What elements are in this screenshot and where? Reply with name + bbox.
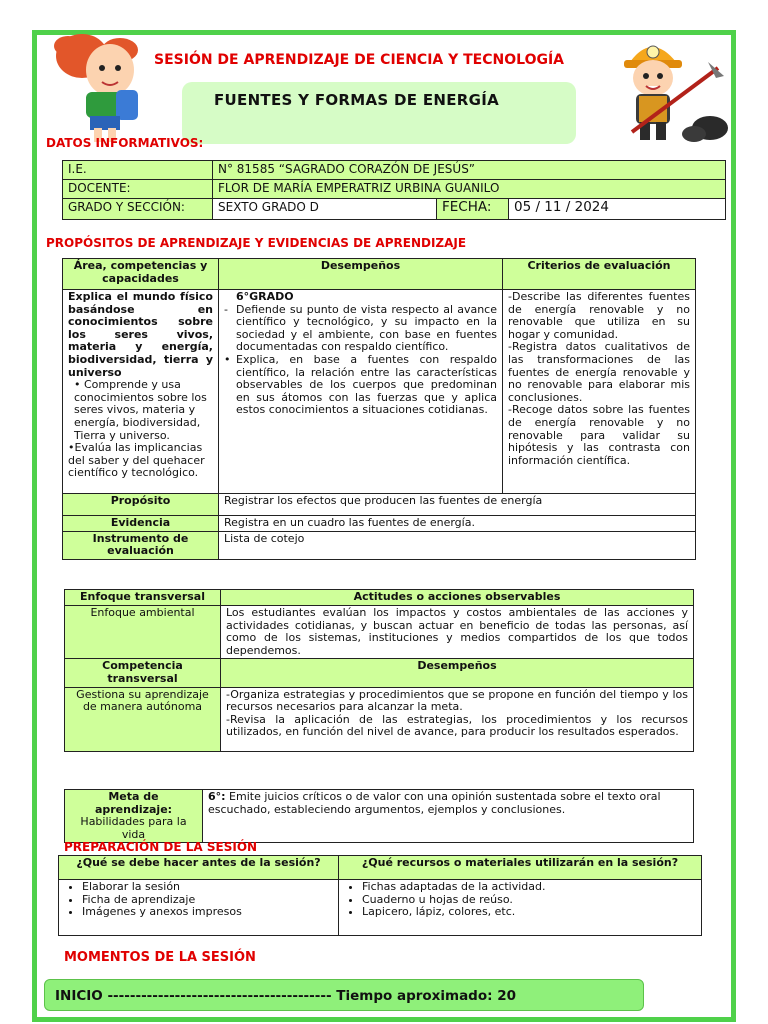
grado-label: 6°GRADO <box>236 290 294 303</box>
meta-label-cell <box>65 790 203 843</box>
antes-item: • Ficha de aprendizaje <box>82 894 333 907</box>
antes-item: • Imágenes y anexos impresos <box>82 906 333 919</box>
col-antes: ¿Qué se debe hacer antes de la sesión? <box>59 856 339 880</box>
capacidad-1: • Comprende y usa conocimientos sobre los seres vivos, materia y energía, biodiversidad, Tierra y universo. <box>74 378 207 442</box>
recurso-item: • Cuaderno u hojas de reúso. <box>362 894 696 907</box>
col-enfoque: Enfoque transversal <box>65 590 221 606</box>
fecha-label: FECHA: <box>437 199 509 220</box>
meta-table <box>64 789 694 843</box>
preparacion-heading: PREPARACIÓN DE LA SESIÓN <box>64 840 258 854</box>
col-desempenos: Desempeños <box>219 259 503 290</box>
transversal-desempeno-1: -Organiza estrategias y procedimientos que se propone en función del tiempo y los recursos necesarios para alcanzar la meta. <box>226 687 688 714</box>
proposito-value: Registrar los efectos que producen las fuentes de energía <box>219 494 696 516</box>
criterio-3: -Recoge datos sobre las fuentes de energía renovable y no renovable para validar su hipótesis y las contrasta con información científica. <box>508 403 690 467</box>
competencia-text: Explica el mundo físico basándose en conocimientos sobre los seres vivos, materia y energía, biodiversidad, tierra y universo <box>68 290 213 379</box>
comp-transversal-name: Gestiona su aprendizaje de manera autónoma <box>65 687 221 751</box>
fecha-value: 05 / 11 / 2024 <box>509 199 726 220</box>
datos-heading: DATOS INFORMATIVOS: <box>46 136 204 150</box>
girl-student-illustration <box>40 28 160 146</box>
topic-banner <box>182 82 576 144</box>
momentos-heading: MOMENTOS DE LA SESIÓN <box>64 950 256 965</box>
meta-label: Meta de aprendizaje: <box>94 790 173 816</box>
criterio-2: -Registra datos cualitativos de las transformaciones de las fuentes de energía renovable y no renovable para elaborar mis conclusiones. <box>508 340 690 404</box>
antes-cell <box>59 880 339 936</box>
meta-sub: Habilidades para la vida <box>80 815 187 841</box>
competencia-cell <box>63 290 219 494</box>
antes-item: • Elaborar la sesión <box>82 881 333 894</box>
preparacion-table <box>58 855 702 936</box>
proposito-label: Propósito <box>63 494 219 516</box>
enfoque-table <box>64 589 694 752</box>
ie-label: I.E. <box>63 161 213 180</box>
propositos-table <box>62 258 696 560</box>
col-recursos: ¿Qué recursos o materiales utilizarán en la sesión? <box>339 856 702 880</box>
transversal-desempenos <box>221 687 694 751</box>
instrumento-value: Lista de cotejo <box>219 531 696 559</box>
meta-text: Emite juicios críticos o de valor con una opinión sustentada sobre el texto oral escuchado, estableciendo argumentos, ejemplos y conclusiones. <box>208 790 661 816</box>
recurso-item: • Fichas adaptadas de la actividad. <box>362 881 696 894</box>
recursos-cell <box>339 880 702 936</box>
propositos-heading: PROPÓSITOS DE APRENDIZAJE Y EVIDENCIAS DE APRENDIZAJE <box>46 236 467 250</box>
grado-label: GRADO Y SECCIÓN: <box>63 199 213 220</box>
desempenos-label: Desempeños <box>221 659 694 687</box>
recurso-item: • Lapicero, lápiz, colores, etc. <box>362 906 696 919</box>
meta-text-cell <box>203 790 694 843</box>
actitudes-text: Los estudiantes evalúan los impactos y costos ambientales de las acciones y actividades cotidianas, y buscan actuar en beneficio de todas las personas, así como de los sistemas, instituciones y medios compartidos de los que todos dependemos. <box>221 606 694 659</box>
grado-value: SEXTO GRADO D <box>213 199 437 220</box>
miner-boy-illustration <box>612 32 730 144</box>
topic-title: FUENTES Y FORMAS DE ENERGÍA <box>214 91 500 109</box>
criterio-1: -Describe las diferentes fuentes de energía renovable y no renovable que utiliza en su hogar y comunidad. <box>508 290 690 341</box>
evidencia-value: Registra en un cuadro las fuentes de energía. <box>219 516 696 532</box>
docente-label: DOCENTE: <box>63 180 213 199</box>
comp-transversal-label: Competencia transversal <box>65 659 221 687</box>
docente-value: FLOR DE MARÍA EMPERATRIZ URBINA GUANILO <box>213 180 726 199</box>
enfoque-name: Enfoque ambiental <box>65 606 221 659</box>
desempeno-2: • Explica, en base a fuentes con respaldo científico, la relación entre las características observables de los cuerpos que predominan en sus átomos con las fuerzas que y aplica estos conocimientos a situaciones cotidianas. <box>224 352 497 417</box>
ie-value: N° 81585 “SAGRADO CORAZÓN DE JESÚS” <box>213 161 726 180</box>
session-title: SESIÓN DE APRENDIZAJE DE CIENCIA Y TECNOLOGÍA <box>154 52 564 68</box>
inicio-text: INICIO ---------------------------------------- Tiempo aproximado: 20 <box>55 988 517 1004</box>
col-actitudes: Actitudes o acciones observables <box>221 590 694 606</box>
meta-grado: 6°: <box>208 790 226 803</box>
desempeno-1: - Defiende su punto de vista respecto al avance científico y tecnológico, y su impacto en la sociedad y el ambiente, con base en fuentes documentadas con respaldo científico. <box>224 302 497 354</box>
transversal-desempeno-2: -Revisa la aplicación de las estrategias, los procedimientos y los recursos utilizados, en función del nivel de avance, para producir los resultados esperados. <box>226 712 688 739</box>
criterios-cell <box>503 290 696 494</box>
desempenos-cell <box>219 290 503 494</box>
col-area: Área, competencias y capacidades <box>63 259 219 290</box>
instrumento-label: Instrumento de evaluación <box>63 531 219 559</box>
datos-table <box>62 160 726 220</box>
col-criterios: Criterios de evaluación <box>503 259 696 290</box>
inicio-bar <box>44 979 644 1011</box>
evidencia-label: Evidencia <box>63 516 219 532</box>
capacidad-2: •Evalúa las implicancias del saber y del quehacer científico y tecnológico. <box>68 441 205 480</box>
